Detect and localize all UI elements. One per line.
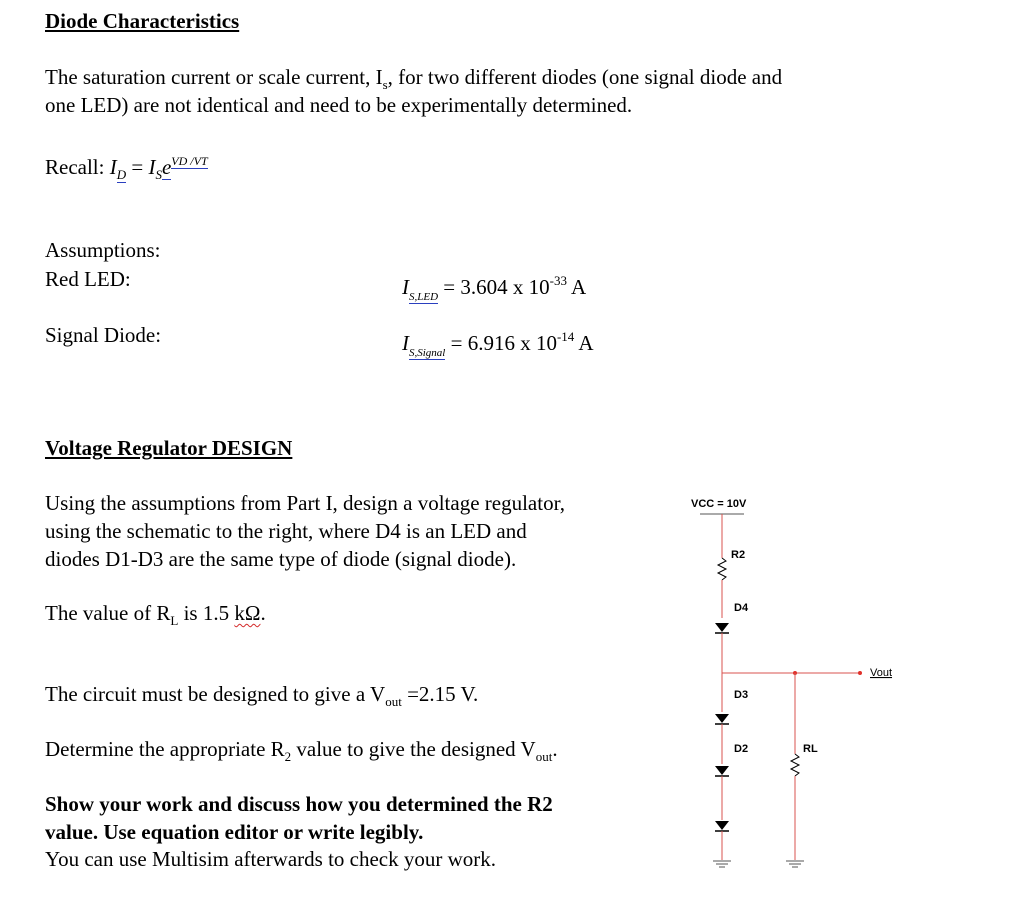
vout-label: Vout (870, 667, 893, 679)
r2-resistor (718, 558, 726, 580)
para-line-3: diodes D1-D3 are the same type of diode (signal diode). (45, 547, 517, 571)
bold-instruction-2: value. Use equation editor or write legibly. (45, 820, 424, 844)
led-label: Red LED: (45, 267, 131, 291)
r2-label: R2 (731, 549, 746, 561)
det-pre: Determine the appropriate R (45, 737, 285, 761)
signal-symbol: I (402, 331, 409, 355)
rl-pre: The value of R (45, 601, 171, 625)
recall-label: Recall: (45, 155, 110, 179)
led-equation (402, 267, 586, 311)
recall-equation (45, 147, 208, 189)
rl-end: . (260, 601, 266, 625)
vout-sub: out (385, 694, 402, 709)
rl-value-line (45, 599, 266, 635)
eq-exponent: VD /VT (171, 154, 208, 168)
led-symbol: I (402, 275, 409, 299)
d4-label: D4 (734, 602, 749, 614)
signal-unit: A (574, 331, 594, 355)
led-value: = 3.604 x 10 (443, 275, 550, 299)
heading-diode-characteristics: Diode Characteristics (45, 9, 240, 33)
para-line-2: using the schematic to the right, where D4 is an LED and (45, 519, 527, 543)
rl-sub: L (170, 613, 179, 628)
vout-pre: The circuit must be designed to give a V (45, 682, 386, 706)
rl-label: RL (803, 743, 818, 755)
vout-post: =2.15 V. (401, 682, 479, 706)
signal-value: = 6.916 x 10 (450, 331, 557, 355)
vcc-label: VCC = 10V (691, 498, 747, 510)
d2-label: D2 (734, 743, 749, 755)
eq-e: e (161, 155, 172, 179)
eq-equals: = (126, 155, 149, 179)
para-line-1: Using the assumptions from Part I, design a voltage regulator, (45, 491, 565, 515)
eq-i-s: I (148, 155, 156, 179)
regulator-schematic (660, 480, 1000, 880)
last-line: You can use Multisim afterwards to check your work. (45, 847, 497, 871)
det-end: . (552, 737, 558, 761)
rl-mid: is 1.5 (178, 601, 235, 625)
intro-subscript: s (382, 77, 388, 92)
d3-label: D3 (734, 689, 749, 701)
intro-line-2: one LED) are not identical and need to be experimentally determined. (45, 93, 633, 117)
vout-line (45, 680, 478, 716)
eq-d-sub: D (116, 167, 127, 182)
intro-line-1-post: , for two different diodes (one signal diode and (387, 65, 783, 89)
d4-diode (715, 623, 729, 632)
d1-diode (715, 821, 729, 830)
eq-i: I (109, 155, 117, 179)
led-unit: A (566, 275, 587, 299)
rl-unit: kΩ (234, 601, 261, 625)
det-mid: value to give the designed V (291, 737, 536, 761)
bold-instruction-1: Show your work and discuss how you determined the R2 (45, 792, 553, 816)
det-sub2: out (535, 749, 553, 764)
vout-probe-dot (858, 671, 862, 675)
det-sub: 2 (284, 749, 292, 764)
signal-label: Signal Diode: (45, 323, 162, 347)
led-subscript: S,LED (409, 291, 439, 303)
determine-line (45, 735, 558, 771)
rl-resistor (791, 754, 799, 776)
signal-subscript: S,Signal (409, 347, 446, 359)
led-exponent: -33 (549, 273, 567, 288)
heading-voltage-regulator: Voltage Regulator DESIGN (45, 436, 293, 460)
assumptions-heading: Assumptions: (45, 238, 161, 262)
signal-exponent: -14 (556, 329, 575, 344)
intro-line-1-pre: The saturation current or scale current, I (45, 65, 383, 89)
signal-equation (402, 323, 594, 367)
d3-diode (715, 714, 729, 723)
d2-diode (715, 766, 729, 775)
eq-s-sub: S (155, 167, 162, 182)
